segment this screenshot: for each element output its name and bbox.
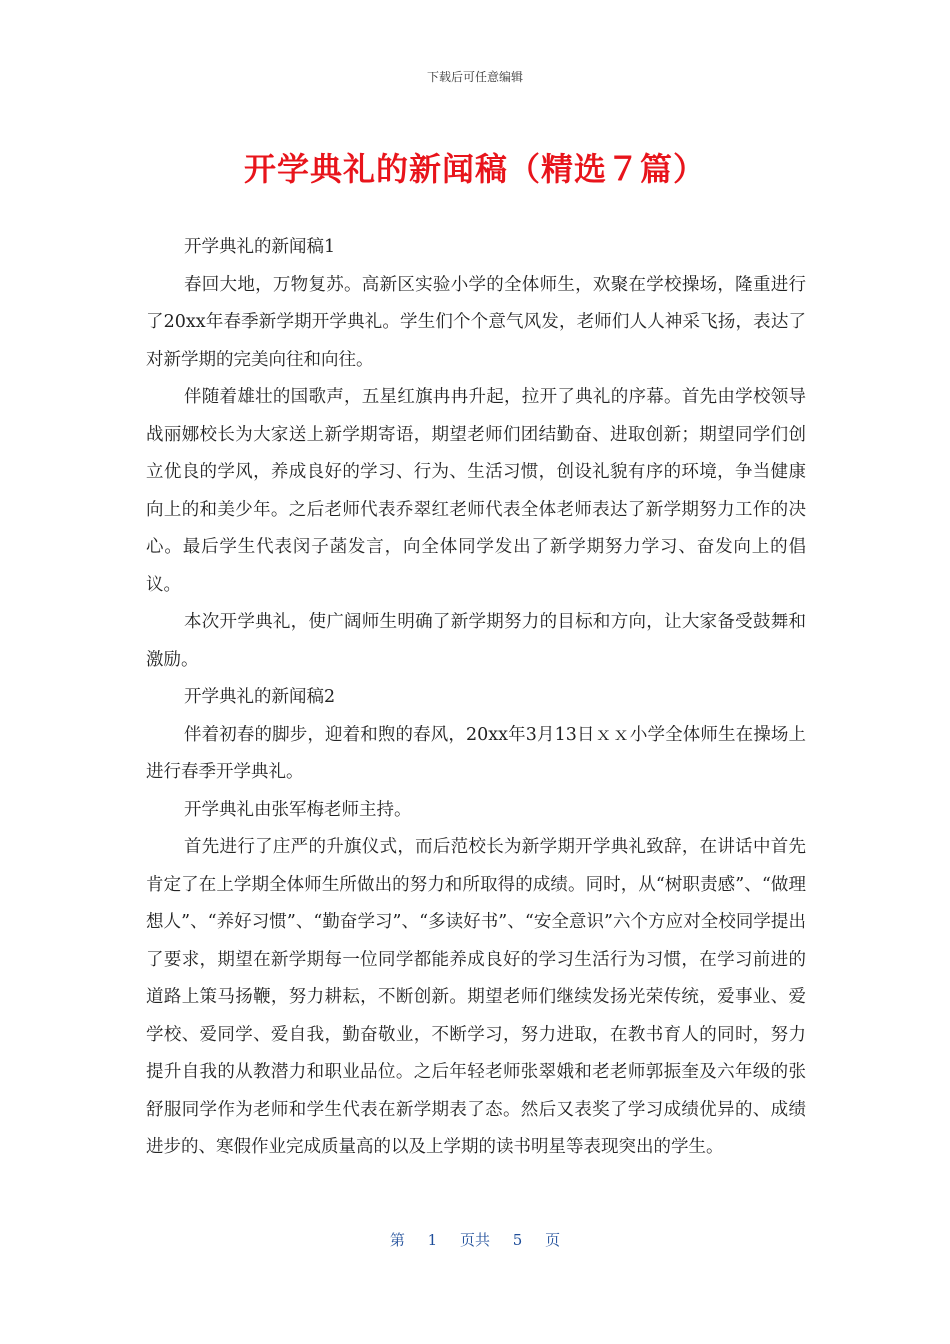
section-heading: 开学典礼的新闻稿2 bbox=[184, 687, 336, 707]
paragraph: 本次开学典礼，使广阔师生明确了新学期努力的目标和方向，让大家备受鼓舞和激励。 bbox=[146, 612, 806, 670]
page-header: 下载后可任意编辑 bbox=[426, 70, 523, 84]
paragraph: 伴着初春的脚步，迎着和煦的春风，20xx年3月13日ｘｘ小学全体师生在操场上进行春季开学典礼。 bbox=[146, 724, 806, 782]
total-page-number: 5 bbox=[512, 1231, 523, 1249]
paragraph: 春回大地，万物复苏。高新区实验小学的全体师生，欢聚在学校操场，隆重进行了20xx年春季新学期开学典礼。学生们个个意气风发，老师们人人神采飞扬，表达了对新学期的完美向往和向往。 bbox=[146, 274, 806, 370]
paragraph: 首先进行了庄严的升旗仪式，而后范校长为新学期开学典礼致辞，在讲话中首先肯定了在上学期全体师生所做出的努力和所取得的成绩。同时，从“树职责感”、“做理想人”、“养好习惯”、“勤奋学习”、“多读好书”、“安全意识”六个方应对全校同学提出了要求，期望在新学期每一位同学都能养成良好的学习生活行为习惯，在学习前进的道路上策马扬鞭，努力耕耘，不断创新。期望老师们继续发扬光荣传统，爱事业、爱学校、爱同学、爱自我，勤奋敬业，不断学习，努力进取，在教书育人的同时，努力提升自我的从教潜力和职业品位。之后年轻老师张翠娥和老老师郭振奎及六年级的张舒服同学作为老师和学生代表在新学期表了态。然后又表奖了学习成绩优异的、成绩进步的、寒假作业完成质量高的以及上学期的读书明星等表现突出的学生。 bbox=[146, 837, 806, 1157]
footer-prefix: 第 bbox=[389, 1231, 405, 1249]
paragraph: 开学典礼由张军梅老师主持。 bbox=[184, 799, 412, 820]
paragraph: 伴随着雄壮的国歌声，五星红旗冉冉升起，拉开了典礼的序幕。首先由学校领导战丽娜校长为大家送上新学期寄语，期望老师们团结勤奋、进取创新；期望同学们创立优良的学风，养成良好的学习、行为、生活习惯，创设礼貌有序的环境，争当健康向上的和美少年。之后老师代表乔翠红老师代表全体老师表达了新学期努力工作的决心。最后学生代表闵子菡发言，向全体同学发出了新学期努力学习、奋发向上的倡议。 bbox=[146, 387, 806, 595]
document-body bbox=[146, 229, 806, 1167]
section-heading: 开学典礼的新闻稿1 bbox=[184, 237, 336, 257]
footer-suffix: 页 bbox=[545, 1231, 561, 1249]
page-footer bbox=[0, 1229, 950, 1250]
current-page-number: 1 bbox=[427, 1231, 438, 1249]
footer-middle: 页共 bbox=[459, 1231, 490, 1249]
document-title: 开学典礼的新闻稿（精选７篇） bbox=[243, 150, 706, 188]
